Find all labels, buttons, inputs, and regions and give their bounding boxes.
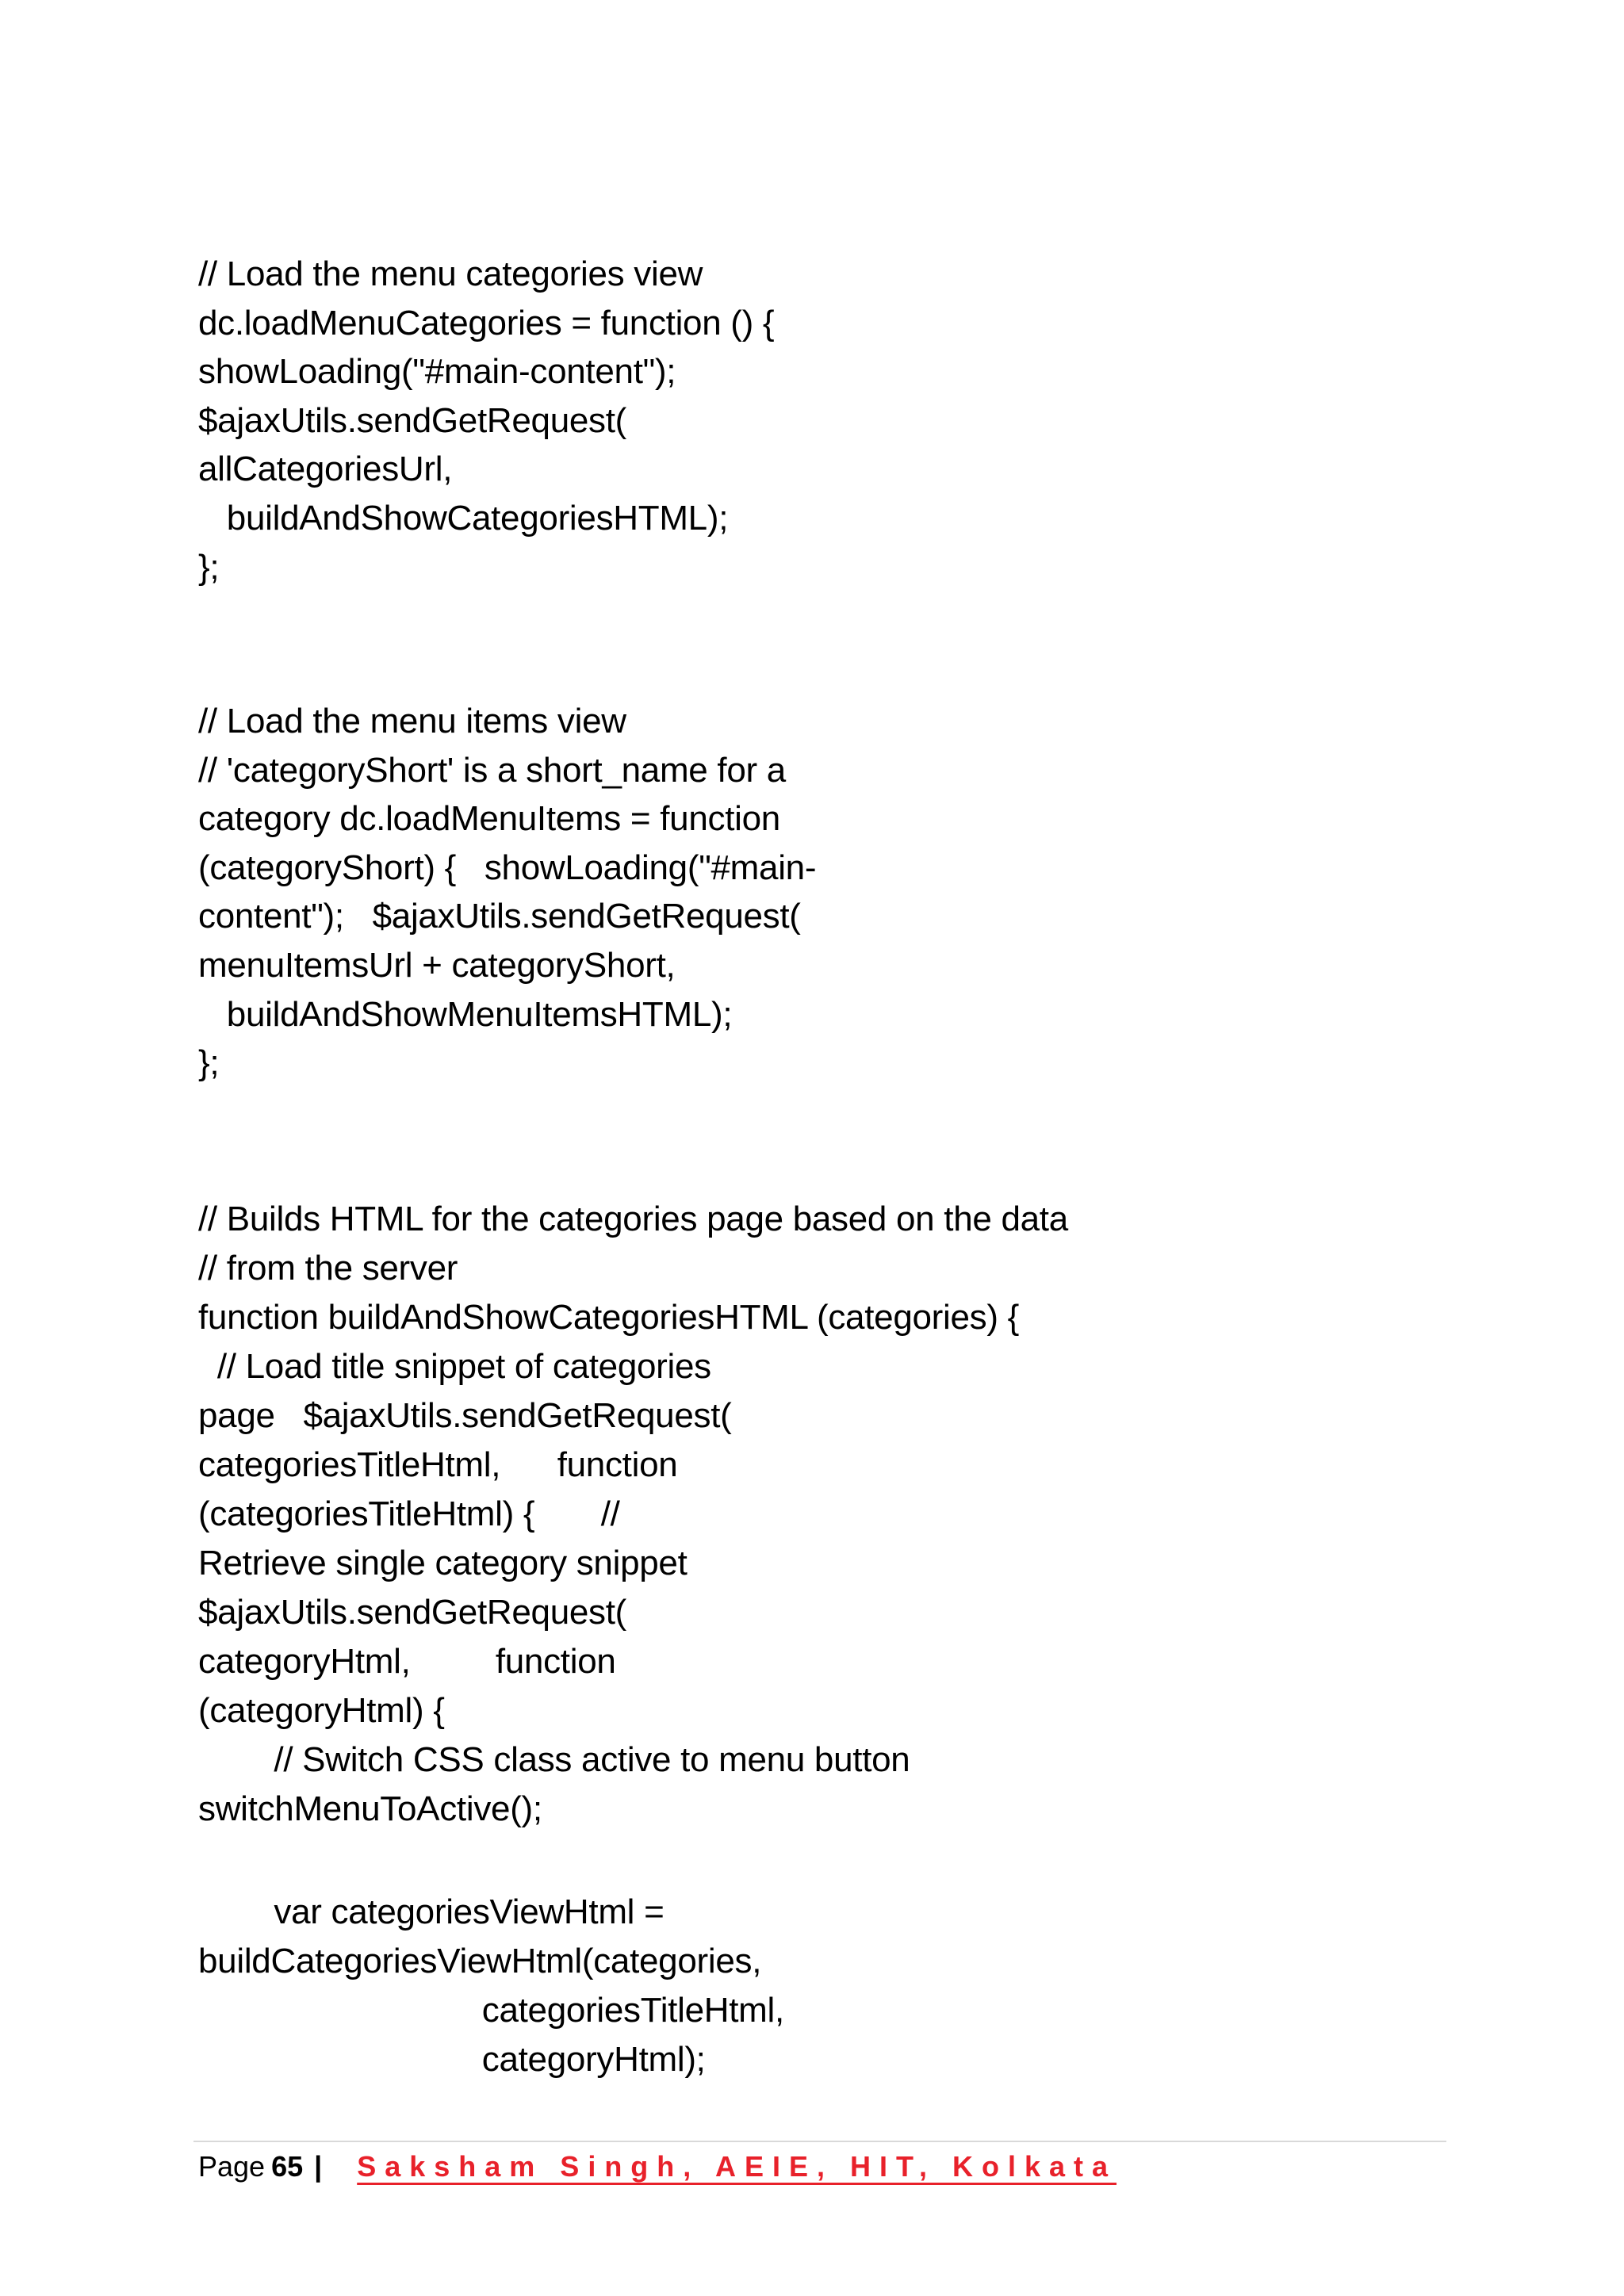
- code-line: };: [198, 1043, 220, 1082]
- code-line: };: [198, 548, 220, 587]
- code-line: var categoriesViewHtml =: [198, 1892, 665, 1931]
- code-line: function buildAndShowCategoriesHTML (categories) {: [198, 1298, 1020, 1337]
- code-line: categoriesTitleHtml,: [198, 1991, 784, 2030]
- page-label: Page: [198, 2150, 266, 2183]
- code-line: categoriesTitleHtml, function: [198, 1445, 678, 1484]
- page-footer: [198, 2150, 1116, 2190]
- code-line: // from the server: [198, 1249, 458, 1288]
- code-line: // Builds HTML for the categories page based on the data: [198, 1200, 1068, 1238]
- code-line: menuItemsUrl + categoryShort,: [198, 946, 676, 985]
- code-line: categoryHtml);: [198, 2040, 706, 2079]
- code-line: $ajaxUtils.sendGetRequest(: [198, 1593, 627, 1632]
- author-credit: Saksham Singh, AEIE, HIT, Kolkata: [357, 2150, 1117, 2183]
- code-line: dc.loadMenuCategories = function () {: [198, 304, 775, 342]
- page-number: 65: [271, 2150, 304, 2183]
- code-line: Retrieve single category snippet: [198, 1544, 688, 1582]
- code-line: // Switch CSS class active to menu button: [198, 1740, 910, 1779]
- code-line: // Load the menu items view: [198, 702, 626, 740]
- code-line: // 'categoryShort' is a short_name for a: [198, 751, 786, 790]
- code-line: $ajaxUtils.sendGetRequest(: [198, 401, 627, 440]
- code-line: buildAndShowCategoriesHTML);: [198, 499, 729, 538]
- code-line: (categoryHtml) {: [198, 1691, 445, 1730]
- code-line: categoryHtml, function: [198, 1642, 616, 1681]
- code-line: // Load title snippet of categories: [198, 1347, 711, 1386]
- footer-separator: |: [314, 2150, 323, 2183]
- code-line: allCategoriesUrl,: [198, 450, 453, 488]
- code-line: (categoriesTitleHtml) { //: [198, 1494, 620, 1533]
- code-line: switchMenuToActive();: [198, 1789, 542, 1828]
- code-line: category dc.loadMenuItems = function: [198, 799, 780, 838]
- code-line: buildCategoriesViewHtml(categories,: [198, 1942, 762, 1980]
- code-line: content"); $ajaxUtils.sendGetRequest(: [198, 897, 801, 936]
- code-line: // Load the menu categories view: [198, 254, 703, 293]
- footer-divider: [193, 2141, 1446, 2142]
- code-line: showLoading("#main-content");: [198, 352, 676, 391]
- code-line: (categoryShort) { showLoading("#main-: [198, 848, 817, 887]
- code-line: buildAndShowMenuItemsHTML);: [198, 995, 733, 1034]
- code-line: page $ajaxUtils.sendGetRequest(: [198, 1396, 732, 1435]
